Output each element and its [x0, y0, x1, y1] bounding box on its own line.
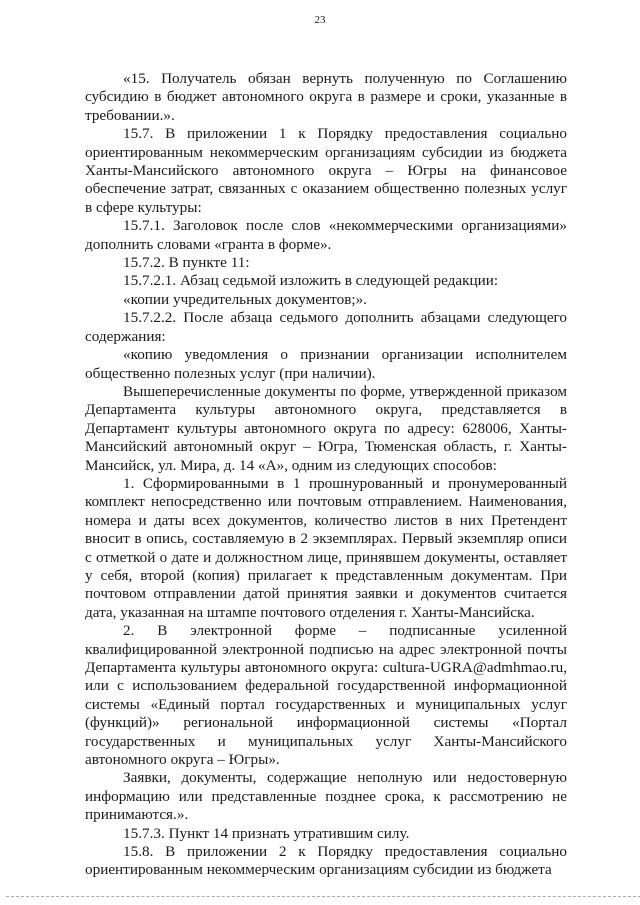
paragraph: 15.7.1. Заголовок после слов «некоммерческими организациями» дополнить словами «гранта в форме». [85, 217, 567, 253]
page-bottom-border [6, 896, 640, 897]
page-number: 23 [314, 14, 326, 26]
paragraph: 15.7.2.2. После абзаца седьмого дополнить абзацами следующего содержания: [85, 309, 567, 345]
paragraph: 15.8. В приложении 2 к Порядку предоставления социально ориентированным некоммерческим организациям субсидии из бюджета [85, 843, 567, 879]
paragraph: Вышеперечисленные документы по форме, утвержденной приказом Департамента культуры автономного округа, представляется в Департамент культуры автономного округа по адресу: 628006, Ханты-Мансийский автономный округ – Югра, Тюменская область, г. Ханты-Мансийск, ул. Мира, д. 14 «А», одним из следующих способов: [85, 382, 567, 474]
paragraph: 1. Сформированными в 1 прошнурованный и пронумерованный комплект непосредственно или почтовым отправлением. Наименования, номера и даты всех документов, количество листов в них Претендент вносит в опись, составляемую в 2 экземплярах. Первый экземпляр описи с отметкой о дате и должностном лице, принявшем документы, оставляет у себя, второй (копия) прилагает к представленным документам. При почтовом отправлении датой принятия заявки и документов считается дата, указанная на штампе почтового отделения г. Ханты-Мансийска. [85, 474, 567, 621]
paragraph: 15.7.2. В пункте 11: [123, 254, 250, 272]
paragraph: 15.7.3. Пункт 14 признать утратившим силу. [123, 824, 410, 842]
paragraph: «15. Получатель обязан вернуть полученную по Соглашению субсидию в бюджет автономного округа в размере и сроки, указанные в требовании.». [85, 70, 567, 124]
paragraph: Заявки, документы, содержащие неполную или недостоверную информацию или представленные позднее срока, к рассмотрению не принимаются.». [85, 769, 567, 824]
paragraph: 15.7. В приложении 1 к Порядку предоставления социально ориентированным некоммерческим организациям субсидии из бюджета Ханты-Мансийского автономного округа – Югры на финансовое обеспечение затрат, связанных с оказанием общественно полезных услуг в сфере культуры: [85, 125, 567, 216]
paragraph: 2. В электронной форме – подписанные усиленной квалифицированной электронной подписью на адрес электронной почты Департамента культуры автономного округа: cultura-UGRA@admhmao.ru, или с использованием федеральной государственной информационной системы «Единый портал государственных и муниципальных услуг (функций)» региональной информационной системы «Портал государственных и муниципальных услуг Ханты-Мансийского автономного округа – Югры». [85, 622, 567, 769]
paragraph: 15.7.2.1. Абзац седьмой изложить в следующей редакции: [123, 272, 499, 290]
document-body [85, 70, 567, 880]
paragraph: «копию уведомления о признании организации исполнителем общественно полезных услуг (при наличии). [85, 346, 567, 382]
paragraph: «копии учредительных документов;». [123, 290, 367, 308]
